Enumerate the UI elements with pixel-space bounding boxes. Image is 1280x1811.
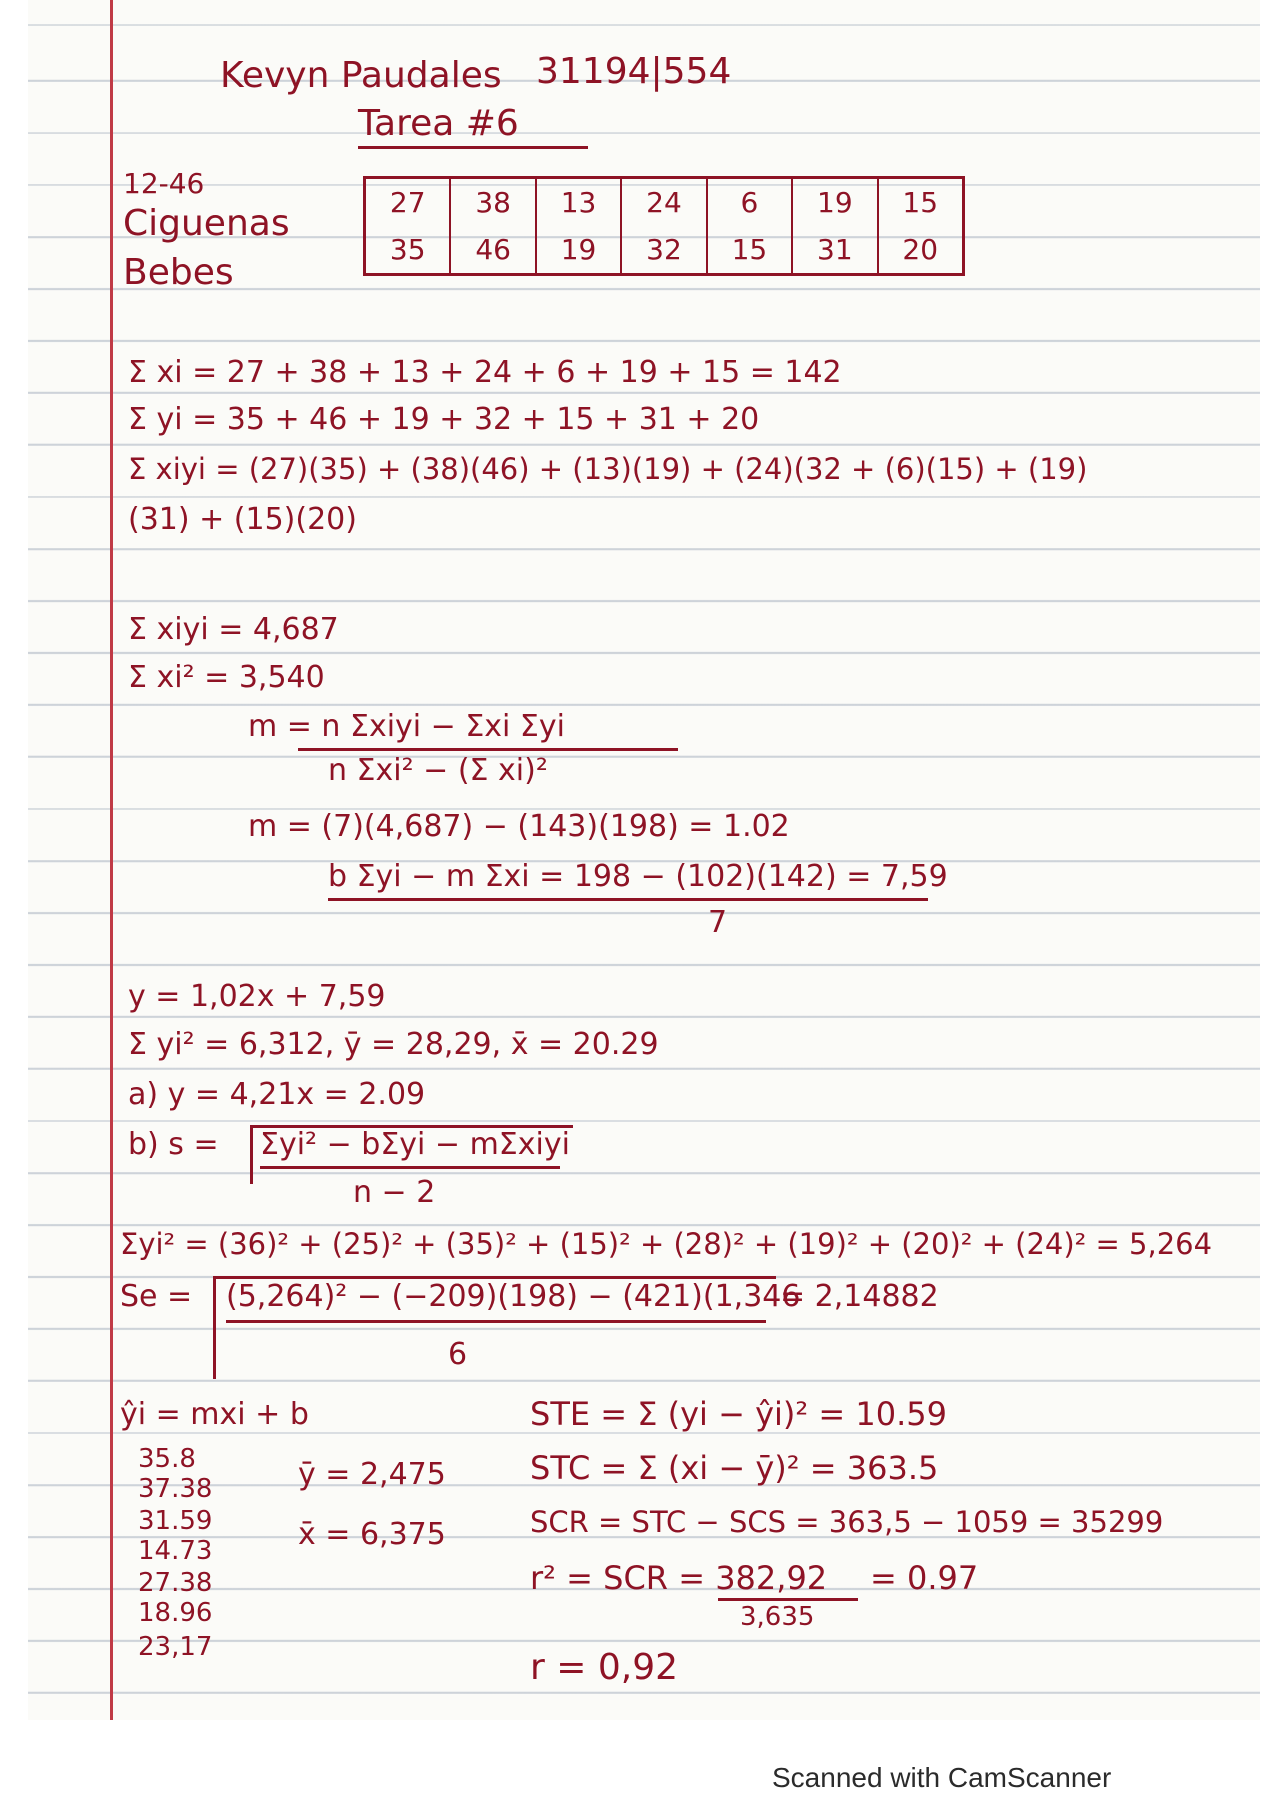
fraction-bar (298, 748, 678, 751)
scanner-watermark: Scanned with CamScanner (772, 1762, 1112, 1793)
row-label-bebes: Bebes (123, 252, 234, 293)
fraction-bar (718, 1598, 858, 1601)
title-underline (358, 146, 588, 149)
slope-calc: m = (7)(4,687) − (143)(198) = 1.02 (248, 809, 790, 844)
table-column (537, 179, 622, 273)
table-cell-y: 35 (389, 233, 426, 266)
se-label: Se = (120, 1279, 193, 1314)
intercept-numerator: b Σyi − m Σxi = 198 − (102)(142) = 7,59 (328, 859, 948, 894)
part-b-label: b) s = (128, 1127, 219, 1162)
margin-line (110, 0, 113, 1720)
table-column (622, 179, 707, 273)
table-column (793, 179, 878, 273)
prediction-formula: ŷi = mxi + b (120, 1397, 309, 1432)
part-a: a) y = 4,21x = 2.09 (128, 1077, 426, 1112)
sum-y: Σ yi = 35 + 46 + 19 + 32 + 15 + 31 + 20 (128, 402, 760, 437)
table-column (366, 179, 451, 273)
slope-formula-denominator: n Σxi² − (Σ xi)² (328, 753, 548, 788)
table-cell-x: 27 (389, 186, 426, 219)
part-b-numerator: Σyi² − bΣyi − mΣxiyi (260, 1127, 570, 1162)
sum-xy-result: Σ xiyi = 4,687 (128, 612, 339, 647)
table-cell-x: 6 (740, 186, 759, 219)
table-cell-y: 19 (560, 233, 597, 266)
row-label-ciguenas: Ciguenas (123, 203, 290, 244)
table-cell-y: 15 (731, 233, 768, 266)
scr-line: SCR = STC − SCS = 363,5 − 1059 = 35299 (530, 1505, 1164, 1539)
table-column (879, 179, 962, 273)
table-column (708, 179, 793, 273)
se-numerator: (5,264)² − (−209)(198) − (421)(1,346 (226, 1279, 801, 1314)
table-cell-x: 13 (560, 186, 597, 219)
se-result: = 2,14882 (780, 1279, 939, 1314)
table-cell-x: 19 (817, 186, 853, 219)
intercept-denominator: 7 (708, 905, 728, 940)
r2-result: = 0.97 (870, 1559, 979, 1597)
problem-number: 12-46 (123, 167, 205, 200)
prediction-value: 27.38 (138, 1568, 213, 1598)
sum-x2-result: Σ xi² = 3,540 (128, 660, 325, 695)
ste-line: STE = Σ (yi − ŷi)² = 10.59 (530, 1395, 947, 1433)
table-cell-y: 20 (902, 233, 939, 266)
prediction-value: 37.38 (138, 1474, 213, 1504)
sum-xy-line2: (31) + (15)(20) (128, 502, 357, 537)
prediction-value: 31.59 (138, 1506, 213, 1536)
notebook-page (28, 0, 1260, 1720)
table-cell-y: 31 (817, 233, 853, 266)
se-denominator: 6 (448, 1337, 468, 1372)
r2-denominator: 3,635 (740, 1602, 815, 1632)
r2-numerator: r² = SCR = 382,92 (530, 1559, 828, 1597)
sum-xy-line1: Σ xiyi = (27)(35) + (38)(46) + (13)(19) + (24)(32 + (6)(15) + (19) (128, 452, 1088, 486)
regression-stats: Σ yi² = 6,312, ȳ = 28,29, x̄ = 20.29 (128, 1027, 659, 1062)
part-b-denominator: n − 2 (353, 1175, 436, 1210)
stc-line: STC = Σ (xi − ȳ)² = 363.5 (530, 1449, 939, 1487)
sum-y2: Σyi² = (36)² + (25)² + (35)² + (15)² + (28)² + (19)² + (20)² + (24)² = 5,264 (120, 1227, 1213, 1261)
table-cell-x: 15 (902, 186, 939, 219)
x-mean: x̄ = 6,375 (298, 1517, 446, 1552)
fraction-bar (328, 898, 928, 901)
sum-x: Σ xi = 27 + 38 + 13 + 24 + 6 + 19 + 15 = 142 (128, 355, 842, 390)
table-cell-y: 46 (475, 233, 511, 266)
prediction-value: 18.96 (138, 1598, 213, 1628)
regression-equation: y = 1,02x + 7,59 (128, 979, 386, 1014)
prediction-value: 23,17 (138, 1632, 213, 1662)
table-cell-x: 38 (475, 186, 511, 219)
fraction-bar (260, 1166, 560, 1169)
prediction-value: 35.8 (138, 1444, 196, 1474)
slope-formula-numerator: m = n Σxiyi − Σxi Σyi (248, 709, 565, 744)
student-id: 31194|554 (536, 51, 732, 92)
prediction-value: 14.73 (138, 1536, 213, 1566)
assignment-title: Tarea #6 (358, 103, 519, 144)
fraction-bar (226, 1320, 766, 1323)
table-column (451, 179, 536, 273)
table-cell-y: 32 (646, 233, 682, 266)
r-value: r = 0,92 (530, 1647, 679, 1688)
data-table (363, 176, 965, 276)
author-name: Kevyn Paudales (220, 55, 502, 96)
table-cell-x: 24 (646, 186, 682, 219)
y-mean: ȳ = 2,475 (298, 1457, 446, 1492)
